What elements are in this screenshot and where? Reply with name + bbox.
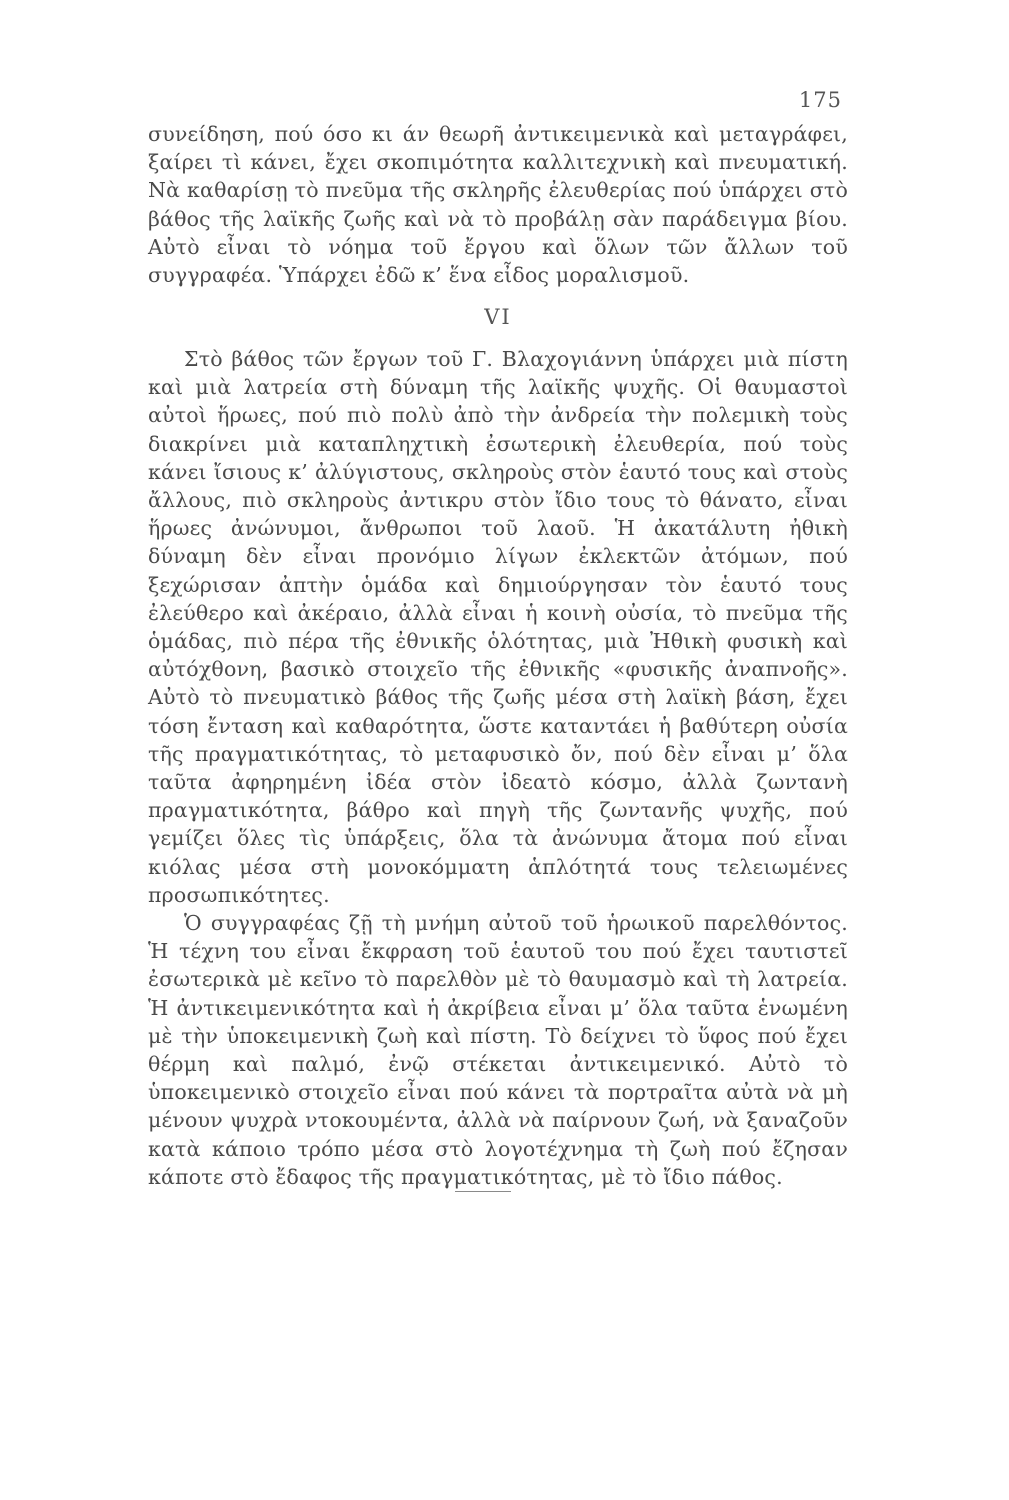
text-block-continuation	[148, 120, 848, 289]
paragraph: Στὸ βάθος τῶν ἔργων τοῦ Γ. Βλαχογιάννη ὑπάρχει μιὰ πίστη καὶ μιὰ λατρεία στὴ δύναμη τῆς λαϊκῆς ψυχῆς. Οἱ θαυμαστοὶ αὐτοὶ ἥρωες, πού πιὸ πολὺ ἀπὸ τὴν ἀνδρεία τὴν πολεμικὴ τοὺς διακρίνει μιὰ καταπληχτικὴ ἐσωτερικὴ ἐλευθερία, πού τοὺς κάνει ἴσιους κ’ ἀλύγιστους, σκληροὺς στὸν ἑαυτό τους καὶ στοὺς ἄλλους, πιὸ σκληροὺς ἀντικρυ στὸν ἴδιο τους τὸ θάνατο, εἶναι ἥρωες ἀνώνυμοι, ἄνθρωποι τοῦ λαοῦ. Ἡ ἀκατάλυτη ἠθικὴ δύναμη δὲν εἶναι προνόμιο λίγων ἐκλεκτῶν ἀτόμων, πού ξεχώρισαν ἀπτὴν ὁμάδα καὶ δημιούργησαν τὸν ἑαυτό τους ἐλεύθερο καὶ ἀκέραιο, ἀλλὰ εἶναι ἡ κοινὴ οὐσία, τὸ πνεῦμα τῆς ὁμάδας, πιὸ πέρα τῆς ἐθνικῆς ὁλότητας, μιὰ Ἠθικὴ φυσικὴ καὶ αὐτόχθονη, βασικὸ στοιχεῖο τῆς ἐθνικῆς «φυσικῆς ἀναπνοῆς». Αὐτὸ τὸ πνευματικὸ βάθος τῆς ζωῆς μέσα στὴ λαϊκὴ βάση, ἔχει τόση ἔνταση καὶ καθαρότητα, ὥστε καταντάει ἡ βαθύτερη οὐσία τῆς πραγματικότητας, τὸ μεταφυσικὸ ὄν, πού δὲν εἶναι μ’ ὅλα ταῦτα ἀφηρημένη ἰδέα στὸν ἰδεατὸ κόσμο, ἀλλὰ ζωντανὴ πραγματικότητα, βάθρο καὶ πηγὴ τῆς ζωντανῆς ψυχῆς, πού γεμίζει ὅλες τὶς ὑπάρξεις, ὅλα τὰ ἀνώνυμα ἄτομα πού εἶναι κιόλας μέσα στὴ μονοκόμματη ἁπλότητά τους τελειωμένες προσωπικότητες.	[148, 347, 848, 907]
paragraph: Ὁ συγγραφέας ζῇ τὴ μνήμη αὐτοῦ τοῦ ἡρωικοῦ παρελθόντος. Ἡ τέχνη του εἶναι ἔκφραση τοῦ ἑαυτοῦ του πού ἔχει ταυτιστεῖ ἐσωτερικὰ μὲ κεῖνο τὸ παρελθὸν μὲ τὸ θαυμασμὸ καὶ τὴ λατρεία. Ἡ ἀντικειμενικότητα καὶ ἡ ἀκρίβεια εἶναι μ’ ὅλα ταῦτα ἑνωμένη μὲ τὴν ὑποκειμενικὴ ζωὴ καὶ πίστη. Τὸ δείχνει τὸ ὕφος πού ἔχει θέρμη καὶ παλμό, ἐνῷ στέκεται ἀντικειμενικό. Αὐτὸ τὸ ὑποκειμενικὸ στοιχεῖο εἶναι πού κάνει τὰ πορτραῖτα αὐτὰ νὰ μὴ μένουν ψυχρὰ ντοκουμέντα, ἀλλὰ νὰ παίρνουν ζωή, νὰ ξαναζοῦν κατὰ κάποιο τρόπο μέσα στὸ λογοτέχνημα τὴ ζωὴ πού ἔζησαν κάποτε στὸ ἔδαφος τῆς πραγματικότητας, μὲ τὸ ἴδιο πάθος.	[148, 911, 848, 1189]
end-rule-divider	[455, 1191, 511, 1192]
section-heading: VI	[484, 305, 512, 329]
text-block-section-vi	[148, 345, 848, 1191]
paragraph: συνείδηση, πού όσο κι άν θεωρῆ ἀντικειμενικὰ καὶ μεταγράφει, ξαίρει τὶ κάνει, ἔχει σκοπιμότητα καλλιτεχνικὴ καὶ πνευματική. Νὰ καθαρίσῃ τὸ πνεῦμα τῆς σκληρῆς ἐλευθερίας πού ὑπάρχει στὸ βάθος τῆς λαϊκῆς ζωῆς καὶ νὰ τὸ προβάλῃ σὰν παράδειγμα βίου. Αὐτὸ εἶναι τὸ νόημα τοῦ ἔργου καὶ ὅλων τῶν ἄλλων τοῦ συγγραφέα. Ὑπάρχει ἐδῶ κ’ ἕνα εἶδος μοραλισμοῦ.	[148, 122, 848, 288]
page-number: 175	[798, 88, 842, 112]
